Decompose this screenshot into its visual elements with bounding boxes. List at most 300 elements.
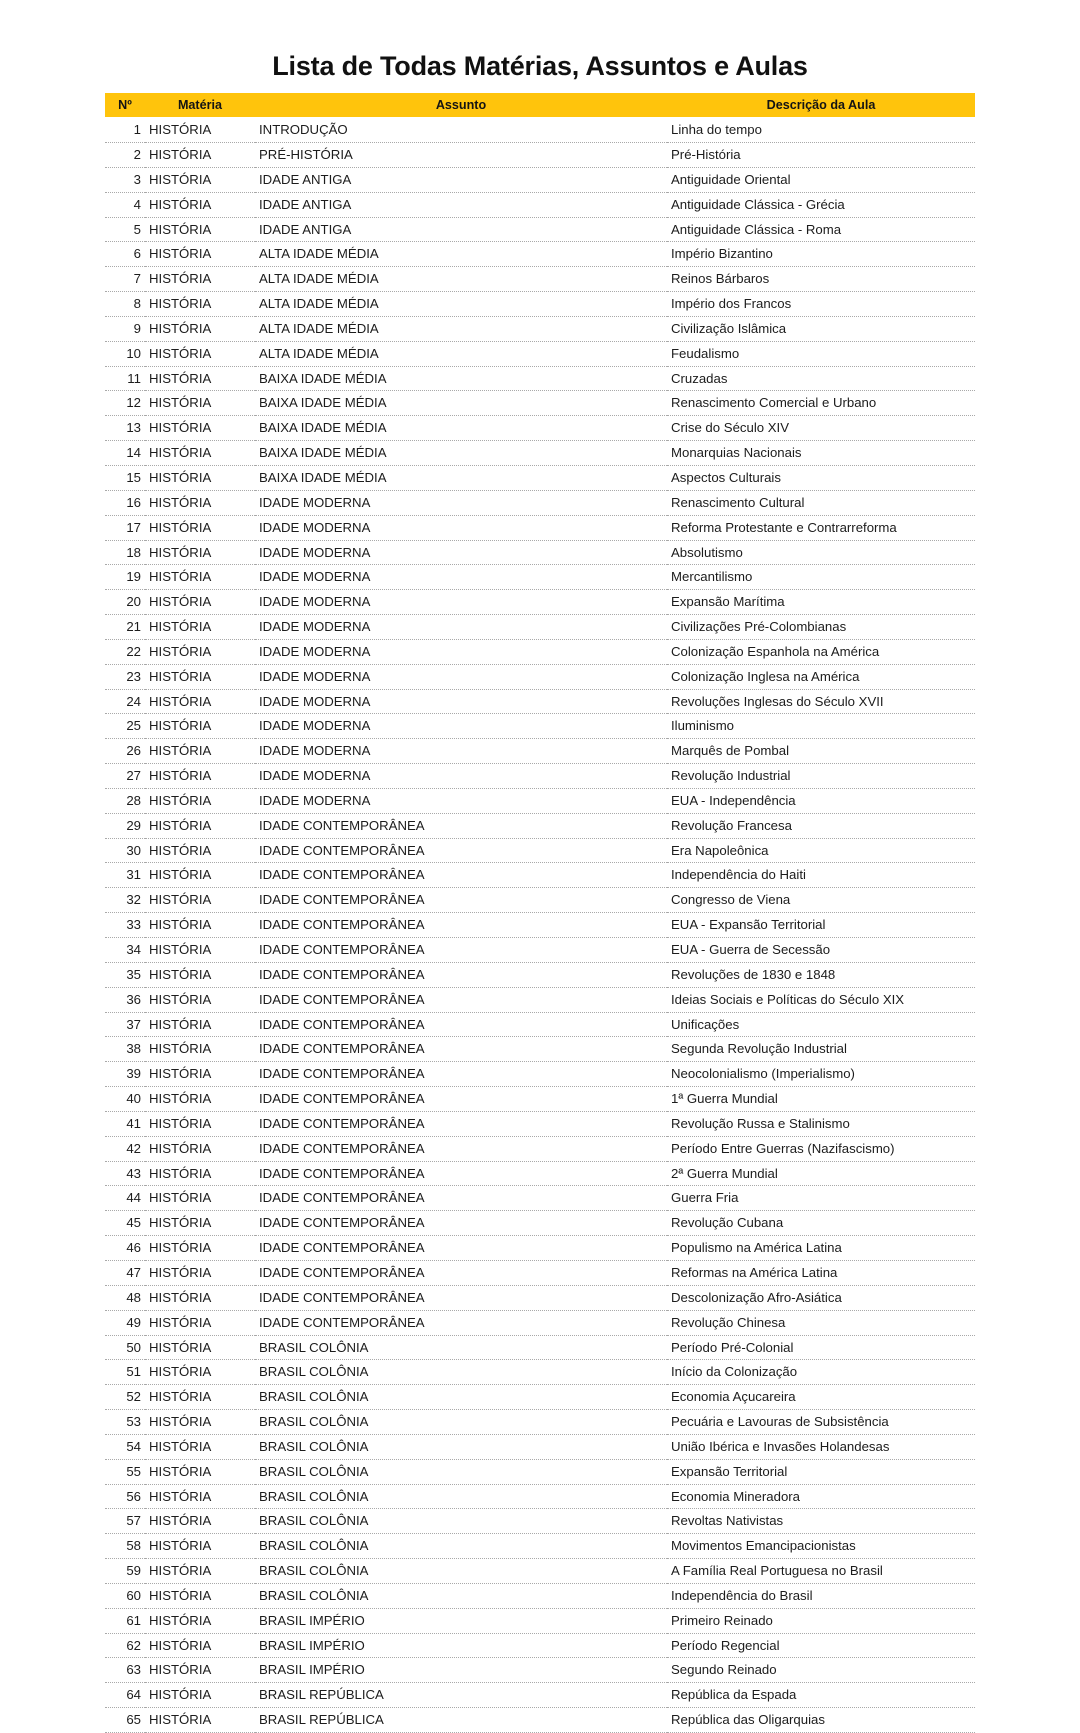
cell-assunto: IDADE CONTEMPORÂNEA xyxy=(255,888,667,913)
table-row[interactable] xyxy=(105,1136,975,1161)
cell-materia: HISTÓRIA xyxy=(145,913,255,938)
cell-materia: HISTÓRIA xyxy=(145,316,255,341)
cell-descricao: A Família Real Portuguesa no Brasil xyxy=(667,1559,975,1584)
table-row[interactable] xyxy=(105,117,975,142)
cell-materia: HISTÓRIA xyxy=(145,1360,255,1385)
cell-materia: HISTÓRIA xyxy=(145,490,255,515)
table-row[interactable] xyxy=(105,192,975,217)
table-row[interactable] xyxy=(105,1161,975,1186)
cell-numero: 22 xyxy=(105,639,145,664)
table-row[interactable] xyxy=(105,292,975,317)
cell-materia: HISTÓRIA xyxy=(145,664,255,689)
cell-materia: HISTÓRIA xyxy=(145,987,255,1012)
cell-assunto: BAIXA IDADE MÉDIA xyxy=(255,416,667,441)
cell-numero: 57 xyxy=(105,1509,145,1534)
cell-assunto: ALTA IDADE MÉDIA xyxy=(255,341,667,366)
cell-materia: HISTÓRIA xyxy=(145,167,255,192)
cell-descricao: Economia Açucareira xyxy=(667,1385,975,1410)
table-row[interactable] xyxy=(105,813,975,838)
cell-descricao: Colonização Inglesa na América xyxy=(667,664,975,689)
cell-descricao: Renascimento Comercial e Urbano xyxy=(667,391,975,416)
cell-assunto: BRASIL IMPÉRIO xyxy=(255,1658,667,1683)
cell-numero: 18 xyxy=(105,540,145,565)
cell-descricao: Marquês de Pombal xyxy=(667,739,975,764)
cell-numero: 14 xyxy=(105,441,145,466)
cell-numero: 55 xyxy=(105,1459,145,1484)
table-body xyxy=(105,117,975,1732)
cell-assunto: IDADE CONTEMPORÂNEA xyxy=(255,962,667,987)
cell-materia: HISTÓRIA xyxy=(145,739,255,764)
table-row[interactable] xyxy=(105,540,975,565)
table-row[interactable] xyxy=(105,1310,975,1335)
cell-assunto: ALTA IDADE MÉDIA xyxy=(255,292,667,317)
cell-numero: 27 xyxy=(105,764,145,789)
cell-descricao: Período Pré-Colonial xyxy=(667,1335,975,1360)
cell-assunto: BRASIL IMPÉRIO xyxy=(255,1608,667,1633)
table-row[interactable] xyxy=(105,1459,975,1484)
cell-numero: 43 xyxy=(105,1161,145,1186)
table-row[interactable] xyxy=(105,441,975,466)
cell-numero: 58 xyxy=(105,1534,145,1559)
table-row[interactable] xyxy=(105,1658,975,1683)
table-row[interactable] xyxy=(105,1186,975,1211)
cell-descricao: Renascimento Cultural xyxy=(667,490,975,515)
cell-descricao: Império Bizantino xyxy=(667,242,975,267)
cell-assunto: PRÉ-HISTÓRIA xyxy=(255,143,667,168)
cell-materia: HISTÓRIA xyxy=(145,1534,255,1559)
cell-numero: 34 xyxy=(105,938,145,963)
cell-descricao: Revolução Industrial xyxy=(667,764,975,789)
cell-assunto: IDADE MODERNA xyxy=(255,714,667,739)
cell-descricao: Pecuária e Lavouras de Subsistência xyxy=(667,1410,975,1435)
cell-numero: 5 xyxy=(105,217,145,242)
cell-assunto: ALTA IDADE MÉDIA xyxy=(255,242,667,267)
cell-descricao: Linha do tempo xyxy=(667,117,975,142)
cell-descricao: Revolução Russa e Stalinismo xyxy=(667,1111,975,1136)
cell-descricao: Feudalismo xyxy=(667,341,975,366)
cell-assunto: IDADE CONTEMPORÂNEA xyxy=(255,1111,667,1136)
table-row[interactable] xyxy=(105,913,975,938)
cell-assunto: BRASIL REPÚBLICA xyxy=(255,1683,667,1708)
cell-numero: 38 xyxy=(105,1037,145,1062)
cell-assunto: IDADE MODERNA xyxy=(255,739,667,764)
cell-descricao: Economia Mineradora xyxy=(667,1484,975,1509)
cell-numero: 52 xyxy=(105,1385,145,1410)
cell-numero: 2 xyxy=(105,143,145,168)
cell-descricao: Reformas na América Latina xyxy=(667,1260,975,1285)
cell-descricao: Monarquias Nacionais xyxy=(667,441,975,466)
cell-descricao: Aspectos Culturais xyxy=(667,465,975,490)
column-header-descricao[interactable]: Descrição da Aula xyxy=(667,93,975,117)
cell-descricao: Período Entre Guerras (Nazifascismo) xyxy=(667,1136,975,1161)
cell-numero: 48 xyxy=(105,1285,145,1310)
cell-materia: HISTÓRIA xyxy=(145,1260,255,1285)
cell-descricao: EUA - Expansão Territorial xyxy=(667,913,975,938)
cell-materia: HISTÓRIA xyxy=(145,1683,255,1708)
table-row[interactable] xyxy=(105,416,975,441)
table-header-row xyxy=(105,93,975,117)
cell-materia: HISTÓRIA xyxy=(145,813,255,838)
cell-assunto: IDADE CONTEMPORÂNEA xyxy=(255,1062,667,1087)
cell-materia: HISTÓRIA xyxy=(145,863,255,888)
cell-materia: HISTÓRIA xyxy=(145,1509,255,1534)
cell-numero: 33 xyxy=(105,913,145,938)
cell-assunto: IDADE CONTEMPORÂNEA xyxy=(255,1310,667,1335)
cell-assunto: IDADE MODERNA xyxy=(255,565,667,590)
cell-descricao: República da Espada xyxy=(667,1683,975,1708)
cell-descricao: Mercantilismo xyxy=(667,565,975,590)
cell-materia: HISTÓRIA xyxy=(145,590,255,615)
cell-assunto: BRASIL COLÔNIA xyxy=(255,1434,667,1459)
cell-materia: HISTÓRIA xyxy=(145,689,255,714)
cell-numero: 53 xyxy=(105,1410,145,1435)
cell-descricao: Era Napoleônica xyxy=(667,838,975,863)
cell-numero: 56 xyxy=(105,1484,145,1509)
cell-materia: HISTÓRIA xyxy=(145,615,255,640)
cell-assunto: IDADE CONTEMPORÂNEA xyxy=(255,1186,667,1211)
cell-descricao: Primeiro Reinado xyxy=(667,1608,975,1633)
cell-descricao: Neocolonialismo (Imperialismo) xyxy=(667,1062,975,1087)
cell-numero: 45 xyxy=(105,1211,145,1236)
cell-assunto: BAIXA IDADE MÉDIA xyxy=(255,465,667,490)
table-row[interactable] xyxy=(105,217,975,242)
cell-materia: HISTÓRIA xyxy=(145,1459,255,1484)
cell-descricao: Segunda Revolução Industrial xyxy=(667,1037,975,1062)
table-row[interactable] xyxy=(105,1633,975,1658)
cell-numero: 36 xyxy=(105,987,145,1012)
cell-numero: 13 xyxy=(105,416,145,441)
cell-descricao: Reforma Protestante e Contrarreforma xyxy=(667,515,975,540)
cell-materia: HISTÓRIA xyxy=(145,515,255,540)
table-row[interactable] xyxy=(105,391,975,416)
cell-assunto: IDADE MODERNA xyxy=(255,689,667,714)
table-container xyxy=(105,93,975,1733)
cell-assunto: BRASIL COLÔNIA xyxy=(255,1583,667,1608)
cell-descricao: Revolução Francesa xyxy=(667,813,975,838)
table-row[interactable] xyxy=(105,863,975,888)
cell-numero: 65 xyxy=(105,1708,145,1733)
table-row[interactable] xyxy=(105,1683,975,1708)
cell-descricao: Civilização Islâmica xyxy=(667,316,975,341)
cell-materia: HISTÓRIA xyxy=(145,366,255,391)
cell-assunto: IDADE CONTEMPORÂNEA xyxy=(255,1037,667,1062)
cell-numero: 28 xyxy=(105,788,145,813)
cell-assunto: IDADE CONTEMPORÂNEA xyxy=(255,813,667,838)
cell-descricao: 1ª Guerra Mundial xyxy=(667,1087,975,1112)
cell-materia: HISTÓRIA xyxy=(145,1335,255,1360)
cell-assunto: IDADE MODERNA xyxy=(255,639,667,664)
cell-materia: HISTÓRIA xyxy=(145,416,255,441)
cell-numero: 6 xyxy=(105,242,145,267)
cell-assunto: IDADE CONTEMPORÂNEA xyxy=(255,1161,667,1186)
cell-assunto: BAIXA IDADE MÉDIA xyxy=(255,441,667,466)
cell-assunto: IDADE CONTEMPORÂNEA xyxy=(255,938,667,963)
cell-materia: HISTÓRIA xyxy=(145,1385,255,1410)
cell-numero: 63 xyxy=(105,1658,145,1683)
cell-assunto: IDADE MODERNA xyxy=(255,540,667,565)
table-row[interactable] xyxy=(105,664,975,689)
table-row[interactable] xyxy=(105,143,975,168)
cell-materia: HISTÓRIA xyxy=(145,1285,255,1310)
cell-materia: HISTÓRIA xyxy=(145,192,255,217)
cell-descricao: Revolução Cubana xyxy=(667,1211,975,1236)
table-row[interactable] xyxy=(105,639,975,664)
column-header-materia[interactable]: Matéria xyxy=(145,93,255,117)
cell-numero: 16 xyxy=(105,490,145,515)
table-row[interactable] xyxy=(105,1410,975,1435)
table-row[interactable] xyxy=(105,788,975,813)
cell-materia: HISTÓRIA xyxy=(145,1236,255,1261)
cell-assunto: IDADE MODERNA xyxy=(255,788,667,813)
cell-materia: HISTÓRIA xyxy=(145,540,255,565)
table-row[interactable] xyxy=(105,1434,975,1459)
cell-assunto: IDADE MODERNA xyxy=(255,515,667,540)
cell-materia: HISTÓRIA xyxy=(145,1608,255,1633)
table-row[interactable] xyxy=(105,1211,975,1236)
cell-descricao: Revoltas Nativistas xyxy=(667,1509,975,1534)
cell-descricao: Período Regencial xyxy=(667,1633,975,1658)
table-row[interactable] xyxy=(105,267,975,292)
cell-descricao: Expansão Marítima xyxy=(667,590,975,615)
cell-assunto: BRASIL COLÔNIA xyxy=(255,1385,667,1410)
table-row[interactable] xyxy=(105,1534,975,1559)
cell-descricao: Independência do Haiti xyxy=(667,863,975,888)
cell-materia: HISTÓRIA xyxy=(145,1559,255,1584)
table-row[interactable] xyxy=(105,1260,975,1285)
cell-assunto: IDADE CONTEMPORÂNEA xyxy=(255,1285,667,1310)
lessons-table xyxy=(105,93,975,1733)
cell-descricao: Absolutismo xyxy=(667,540,975,565)
cell-assunto: BRASIL COLÔNIA xyxy=(255,1410,667,1435)
cell-descricao: Guerra Fria xyxy=(667,1186,975,1211)
table-row[interactable] xyxy=(105,987,975,1012)
cell-assunto: IDADE CONTEMPORÂNEA xyxy=(255,1087,667,1112)
cell-descricao: Civilizações Pré-Colombianas xyxy=(667,615,975,640)
cell-assunto: BRASIL COLÔNIA xyxy=(255,1534,667,1559)
cell-assunto: ALTA IDADE MÉDIA xyxy=(255,267,667,292)
table-row[interactable] xyxy=(105,490,975,515)
table-row[interactable] xyxy=(105,764,975,789)
table-row[interactable] xyxy=(105,1037,975,1062)
cell-numero: 47 xyxy=(105,1260,145,1285)
cell-materia: HISTÓRIA xyxy=(145,1434,255,1459)
cell-materia: HISTÓRIA xyxy=(145,267,255,292)
cell-assunto: BRASIL IMPÉRIO xyxy=(255,1633,667,1658)
cell-descricao: Colonização Espanhola na América xyxy=(667,639,975,664)
cell-materia: HISTÓRIA xyxy=(145,441,255,466)
cell-numero: 51 xyxy=(105,1360,145,1385)
cell-descricao: Antiguidade Oriental xyxy=(667,167,975,192)
cell-numero: 39 xyxy=(105,1062,145,1087)
cell-assunto: BAIXA IDADE MÉDIA xyxy=(255,366,667,391)
cell-materia: HISTÓRIA xyxy=(145,341,255,366)
table-row[interactable] xyxy=(105,1385,975,1410)
cell-assunto: IDADE CONTEMPORÂNEA xyxy=(255,838,667,863)
cell-materia: HISTÓRIA xyxy=(145,1410,255,1435)
cell-materia: HISTÓRIA xyxy=(145,1136,255,1161)
cell-descricao: Revoluções de 1830 e 1848 xyxy=(667,962,975,987)
cell-descricao: Populismo na América Latina xyxy=(667,1236,975,1261)
cell-materia: HISTÓRIA xyxy=(145,764,255,789)
cell-assunto: BRASIL COLÔNIA xyxy=(255,1335,667,1360)
cell-numero: 12 xyxy=(105,391,145,416)
table-row[interactable] xyxy=(105,1335,975,1360)
cell-assunto: IDADE CONTEMPORÂNEA xyxy=(255,913,667,938)
cell-numero: 8 xyxy=(105,292,145,317)
cell-assunto: IDADE MODERNA xyxy=(255,615,667,640)
cell-descricao: Pré-História xyxy=(667,143,975,168)
cell-materia: HISTÓRIA xyxy=(145,838,255,863)
cell-assunto: IDADE ANTIGA xyxy=(255,192,667,217)
cell-descricao: Iluminismo xyxy=(667,714,975,739)
cell-assunto: BRASIL COLÔNIA xyxy=(255,1559,667,1584)
cell-descricao: Revolução Chinesa xyxy=(667,1310,975,1335)
table-row[interactable] xyxy=(105,888,975,913)
table-row[interactable] xyxy=(105,615,975,640)
cell-numero: 30 xyxy=(105,838,145,863)
cell-materia: HISTÓRIA xyxy=(145,1012,255,1037)
cell-materia: HISTÓRIA xyxy=(145,1037,255,1062)
cell-materia: HISTÓRIA xyxy=(145,1658,255,1683)
cell-numero: 50 xyxy=(105,1335,145,1360)
cell-descricao: Descolonização Afro-Asiática xyxy=(667,1285,975,1310)
cell-materia: HISTÓRIA xyxy=(145,938,255,963)
cell-assunto: IDADE CONTEMPORÂNEA xyxy=(255,1236,667,1261)
table-row[interactable] xyxy=(105,316,975,341)
cell-materia: HISTÓRIA xyxy=(145,1161,255,1186)
cell-materia: HISTÓRIA xyxy=(145,1484,255,1509)
cell-descricao: EUA - Independência xyxy=(667,788,975,813)
table-row[interactable] xyxy=(105,962,975,987)
table-row[interactable] xyxy=(105,838,975,863)
table-row[interactable] xyxy=(105,1559,975,1584)
cell-assunto: IDADE CONTEMPORÂNEA xyxy=(255,1260,667,1285)
cell-assunto: BRASIL COLÔNIA xyxy=(255,1484,667,1509)
cell-materia: HISTÓRIA xyxy=(145,465,255,490)
table-row[interactable] xyxy=(105,1012,975,1037)
table-row[interactable] xyxy=(105,1111,975,1136)
cell-descricao: República das Oligarquias xyxy=(667,1708,975,1733)
cell-materia: HISTÓRIA xyxy=(145,1633,255,1658)
cell-numero: 10 xyxy=(105,341,145,366)
cell-descricao: Antiguidade Clássica - Grécia xyxy=(667,192,975,217)
table-row[interactable] xyxy=(105,341,975,366)
cell-numero: 26 xyxy=(105,739,145,764)
table-row[interactable] xyxy=(105,1708,975,1733)
cell-numero: 3 xyxy=(105,167,145,192)
cell-numero: 17 xyxy=(105,515,145,540)
table-row[interactable] xyxy=(105,565,975,590)
column-header-numero[interactable]: Nº xyxy=(105,93,145,117)
cell-numero: 7 xyxy=(105,267,145,292)
cell-assunto: IDADE MODERNA xyxy=(255,490,667,515)
cell-numero: 1 xyxy=(105,117,145,142)
table-row[interactable] xyxy=(105,689,975,714)
table-row[interactable] xyxy=(105,1236,975,1261)
table-row[interactable] xyxy=(105,167,975,192)
table-row[interactable] xyxy=(105,714,975,739)
cell-materia: HISTÓRIA xyxy=(145,1062,255,1087)
cell-numero: 54 xyxy=(105,1434,145,1459)
table-row[interactable] xyxy=(105,1285,975,1310)
table-row[interactable] xyxy=(105,1509,975,1534)
cell-descricao: Movimentos Emancipacionistas xyxy=(667,1534,975,1559)
table-row[interactable] xyxy=(105,1583,975,1608)
table-row[interactable] xyxy=(105,938,975,963)
table-row[interactable] xyxy=(105,1608,975,1633)
cell-assunto: IDADE CONTEMPORÂNEA xyxy=(255,1012,667,1037)
cell-descricao: União Ibérica e Invasões Holandesas xyxy=(667,1434,975,1459)
table-row[interactable] xyxy=(105,739,975,764)
column-header-assunto[interactable]: Assunto xyxy=(255,93,667,117)
cell-descricao: Ideias Sociais e Políticas do Século XIX xyxy=(667,987,975,1012)
table-row[interactable] xyxy=(105,1360,975,1385)
cell-numero: 19 xyxy=(105,565,145,590)
cell-numero: 23 xyxy=(105,664,145,689)
cell-numero: 62 xyxy=(105,1633,145,1658)
table-row[interactable] xyxy=(105,465,975,490)
table-row[interactable] xyxy=(105,515,975,540)
cell-materia: HISTÓRIA xyxy=(145,117,255,142)
table-row[interactable] xyxy=(105,590,975,615)
table-row[interactable] xyxy=(105,1062,975,1087)
cell-numero: 9 xyxy=(105,316,145,341)
cell-assunto: ALTA IDADE MÉDIA xyxy=(255,316,667,341)
cell-materia: HISTÓRIA xyxy=(145,1583,255,1608)
cell-materia: HISTÓRIA xyxy=(145,1310,255,1335)
cell-assunto: IDADE CONTEMPORÂNEA xyxy=(255,987,667,1012)
page-title: Lista de Todas Matérias, Assuntos e Aulas xyxy=(272,51,808,81)
cell-numero: 64 xyxy=(105,1683,145,1708)
cell-numero: 15 xyxy=(105,465,145,490)
table-row[interactable] xyxy=(105,366,975,391)
cell-descricao: Unificações xyxy=(667,1012,975,1037)
cell-materia: HISTÓRIA xyxy=(145,391,255,416)
cell-assunto: IDADE MODERNA xyxy=(255,590,667,615)
cell-assunto: IDADE MODERNA xyxy=(255,764,667,789)
cell-descricao: Congresso de Viena xyxy=(667,888,975,913)
cell-numero: 4 xyxy=(105,192,145,217)
table-row[interactable] xyxy=(105,1484,975,1509)
cell-materia: HISTÓRIA xyxy=(145,1111,255,1136)
cell-materia: HISTÓRIA xyxy=(145,217,255,242)
cell-numero: 44 xyxy=(105,1186,145,1211)
cell-materia: HISTÓRIA xyxy=(145,788,255,813)
cell-numero: 20 xyxy=(105,590,145,615)
cell-materia: HISTÓRIA xyxy=(145,962,255,987)
cell-materia: HISTÓRIA xyxy=(145,1211,255,1236)
cell-descricao: Crise do Século XIV xyxy=(667,416,975,441)
cell-materia: HISTÓRIA xyxy=(145,1186,255,1211)
cell-numero: 61 xyxy=(105,1608,145,1633)
cell-numero: 31 xyxy=(105,863,145,888)
cell-assunto: IDADE CONTEMPORÂNEA xyxy=(255,1211,667,1236)
cell-assunto: IDADE MODERNA xyxy=(255,664,667,689)
table-row[interactable] xyxy=(105,1087,975,1112)
cell-numero: 25 xyxy=(105,714,145,739)
cell-numero: 29 xyxy=(105,813,145,838)
cell-assunto: IDADE CONTEMPORÂNEA xyxy=(255,1136,667,1161)
cell-assunto: INTRODUÇÃO xyxy=(255,117,667,142)
table-header xyxy=(105,93,975,117)
cell-materia: HISTÓRIA xyxy=(145,1708,255,1733)
cell-materia: HISTÓRIA xyxy=(145,242,255,267)
cell-descricao: Antiguidade Clássica - Roma xyxy=(667,217,975,242)
cell-numero: 59 xyxy=(105,1559,145,1584)
cell-numero: 11 xyxy=(105,366,145,391)
table-row[interactable] xyxy=(105,242,975,267)
cell-assunto: IDADE ANTIGA xyxy=(255,167,667,192)
